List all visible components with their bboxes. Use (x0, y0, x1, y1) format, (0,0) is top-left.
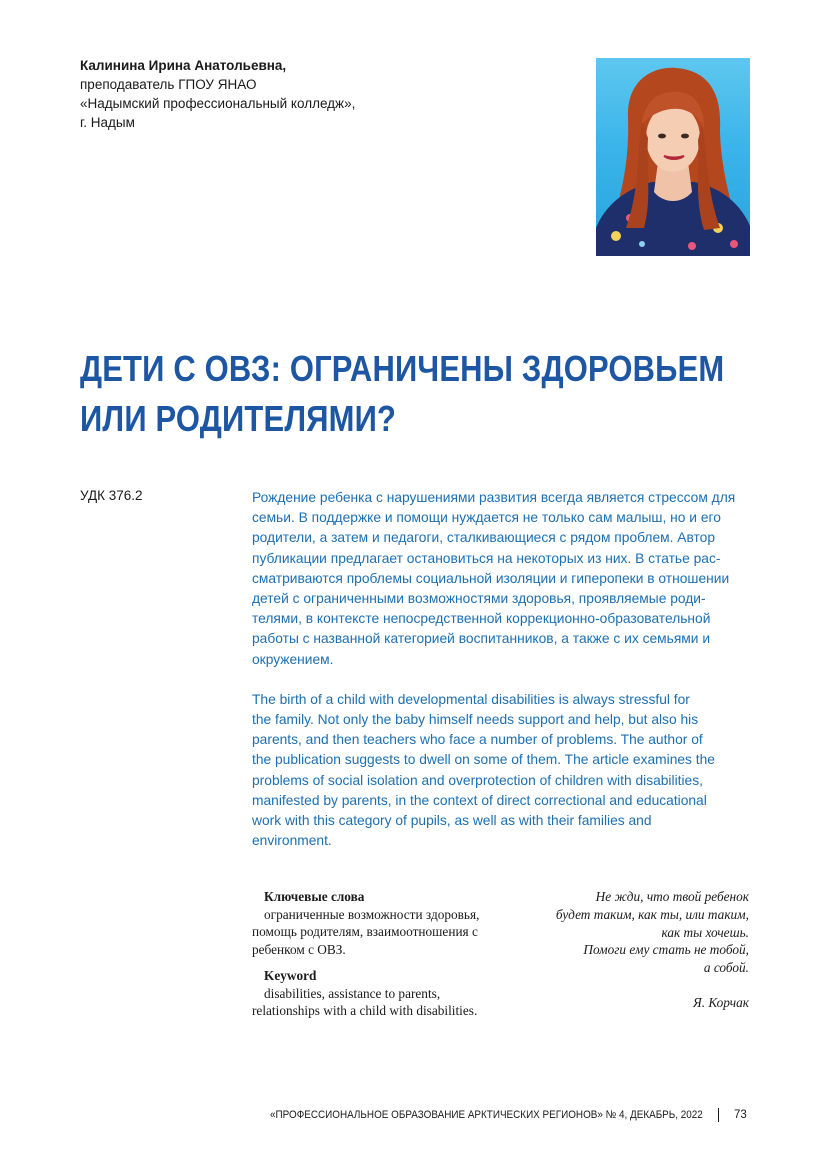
article-title-line-1: ДЕТИ С ОВЗ: ОГРАНИЧЕНЫ ЗДОРОВЬЕМ (80, 348, 725, 389)
abstract-ru-line: родители, а затем и педагоги, сталкивающиеся с рядом проблем. Автор (252, 530, 716, 546)
keywords-ru-line: ограниченные возможности здоровья, (264, 906, 480, 922)
abstract-en-line: environment. (252, 833, 332, 849)
abstract-en-line: the publication suggests to dwell on some of them. The article examines the (252, 752, 715, 768)
abstract-en-line: the family. Not only the baby himself needs support and help, but also his (252, 712, 699, 728)
abstract-en-line: manifested by parents, in the context of direct correctional and educational (252, 792, 707, 808)
article-title-line-2: ИЛИ РОДИТЕЛЯМИ? (80, 398, 397, 439)
epigraph-line: а собой. (703, 960, 749, 976)
footer-journal-title: «ПРОФЕССИОНАЛЬНОЕ ОБРАЗОВАНИЕ АРКТИЧЕСКИХ РЕГИОНОВ» № 4, ДЕКАБРЬ, 2022 (270, 1109, 703, 1121)
abstract (252, 488, 752, 851)
author-photo (596, 58, 750, 256)
author-position: преподаватель ГПОУ ЯНАО (80, 77, 257, 92)
abstract-ru-line: семьи. В поддержке и помощи нуждается не только сам малыш, но и его (252, 510, 721, 526)
udk-code: УДК 376.2 (80, 488, 143, 503)
page-number: 73 (734, 1109, 747, 1121)
author-city: г. Надым (80, 115, 135, 130)
abstract-ru-line: детей с ограниченными возможностями здоровья, проявляемые роди- (252, 591, 706, 607)
abstract-ru-line: сматриваются проблемы социальной изоляции и гиперопеки в отношении (252, 570, 730, 586)
author-block (80, 56, 355, 132)
abstract-ru-line: Рождение ребенка с нарушениями развития всегда является стрессом для (252, 490, 736, 505)
page-footer (270, 1109, 750, 1121)
abstract-ru-line: работы с названной категорией воспитанников, а также с их семьями и (252, 631, 711, 647)
keywords-en-line: disabilities, assistance to parents, (264, 985, 441, 1001)
epigraph (449, 888, 749, 1012)
abstract-english (252, 690, 752, 852)
keywords-ru-line: ребенком с ОВЗ. (252, 941, 346, 957)
author-name: Калинина Ирина Анатольевна, (80, 58, 287, 73)
keywords-ru-line: помощь родителям, взаимоотношения с (252, 924, 478, 939)
keywords-en-line: relationships with a child with disabilities. (252, 1003, 478, 1018)
epigraph-line: Помоги ему стать не тобой, (583, 942, 749, 958)
abstract-en-line: work with this category of pupils, as well as with their families and (252, 813, 652, 829)
abstract-en-line: The birth of a child with developmental disabilities is always stressful for (252, 691, 690, 707)
epigraph-line: Не жди, что твой ребенок (595, 889, 749, 904)
abstract-ru-line: телями, в контексте непосредственной коррекционно-образовательной (252, 611, 711, 627)
keywords-ru-heading: Ключевые слова (264, 889, 365, 904)
abstract-en-line: parents, and then teachers who face a number of problems. The author of (252, 732, 703, 748)
epigraph-line: будет таким, как ты, или таким, (555, 906, 749, 922)
abstract-russian (252, 488, 752, 670)
footer-divider (718, 1108, 719, 1122)
abstract-ru-line: публикации предлагает остановиться на некоторых из них. В статье рас- (252, 550, 721, 566)
epigraph-author: Я. Корчак (692, 994, 749, 1010)
epigraph-line: как ты хочешь. (661, 924, 749, 940)
author-organization: «Надымский профессиональный колледж», (80, 96, 356, 111)
article-title (80, 344, 725, 444)
keywords-en-heading: Keyword (264, 968, 317, 983)
abstract-en-line: problems of social isolation and overprotection of children with disabilities, (252, 772, 703, 788)
abstract-ru-line: окружением. (252, 651, 334, 667)
